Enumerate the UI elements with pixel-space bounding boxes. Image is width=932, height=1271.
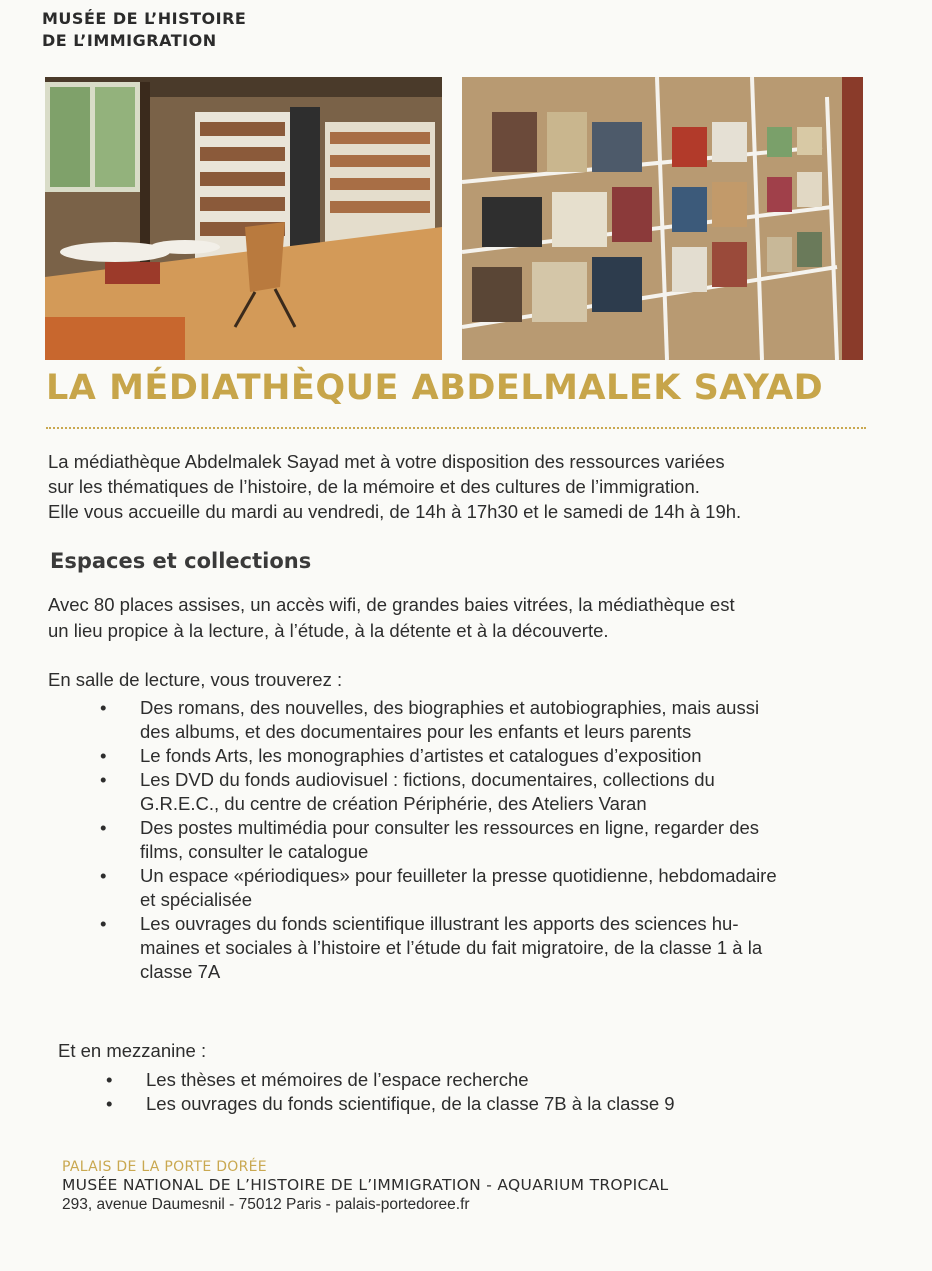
- list-item-line: Les DVD du fonds audiovisuel : fictions, documentaires, collections du: [140, 769, 715, 790]
- bullet: •: [100, 817, 107, 838]
- museum-header-line1: MUSÉE DE L’HISTOIRE: [42, 9, 247, 28]
- bullet: •: [100, 697, 107, 718]
- mezzanine-list: [106, 1068, 675, 1116]
- list-item: [100, 768, 777, 816]
- intro-line-1: La médiathèque Abdelmalek Sayad met à votre disposition des ressources variées: [48, 451, 725, 472]
- bullet: •: [106, 1069, 113, 1090]
- list-item-line: Un espace «périodiques» pour feuilleter la presse quotidienne, hebdomadaire: [140, 865, 777, 886]
- list-item-line: Des postes multimédia pour consulter les ressources en ligne, regarder des: [140, 817, 760, 838]
- museum-header: [42, 8, 246, 52]
- footer-museum-name: MUSÉE NATIONAL DE L’HISTOIRE DE L’IMMIGRATION - AQUARIUM TROPICAL: [62, 1176, 669, 1194]
- list-item: [100, 696, 777, 744]
- list-item-line: et spécialisée: [140, 889, 253, 910]
- reading-room-photo: [45, 77, 442, 360]
- intro-line-2: sur les thématiques de l’histoire, de la mémoire et des cultures de l’immigration.: [48, 476, 700, 497]
- list-item-line: Les ouvrages du fonds scientifique, de la classe 7B à la classe 9: [146, 1093, 675, 1114]
- page-title: LA MÉDIATHÈQUE ABDELMALEK SAYAD: [46, 368, 824, 408]
- reading-room-intro: En salle de lecture, vous trouverez :: [48, 669, 343, 690]
- list-item-line: Les thèses et mémoires de l’espace recherche: [146, 1069, 529, 1090]
- list-item-line: maines et sociales à l’histoire et l’étude du fait migratoire, de la classe 1 à la: [140, 937, 763, 958]
- bullet: •: [100, 865, 107, 886]
- section-heading: Espaces et collections: [50, 549, 312, 573]
- bookshelves-photo: [462, 77, 863, 360]
- section-paragraph-line-2: un lieu propice à la lecture, à l’étude, à la détente et à la découverte.: [48, 620, 609, 641]
- reading-room-list: [100, 696, 777, 984]
- footer-address: 293, avenue Daumesnil - 75012 Paris - palais-portedoree.fr: [62, 1196, 470, 1213]
- bullet: •: [100, 745, 107, 766]
- reading-room-illustration: [45, 77, 442, 360]
- bullet: •: [100, 769, 107, 790]
- list-item: [100, 864, 777, 912]
- section-paragraph-line-1: Avec 80 places assises, un accès wifi, de grandes baies vitrées, la médiathèque est: [48, 594, 735, 615]
- list-item-line: films, consulter le catalogue: [140, 841, 369, 862]
- intro-line-3: Elle vous accueille du mardi au vendredi, de 14h à 17h30 et le samedi de 14h à 19h.: [48, 501, 742, 522]
- bullet: •: [100, 913, 107, 934]
- list-item-line: des albums, et des documentaires pour les enfants et leurs parents: [140, 721, 692, 742]
- mezzanine-intro: Et en mezzanine :: [58, 1040, 207, 1061]
- footer-palais: PALAIS DE LA PORTE DORÉE: [62, 1159, 267, 1175]
- list-item-line: classe 7A: [140, 961, 221, 982]
- list-item: [106, 1092, 675, 1116]
- list-item: [100, 816, 777, 864]
- list-item: [100, 744, 777, 768]
- museum-header-line2: DE L’IMMIGRATION: [42, 31, 217, 50]
- list-item-line: Des romans, des nouvelles, des biographies et autobiographies, mais aussi: [140, 697, 760, 718]
- list-item-line: G.R.E.C., du centre de création Périphérie, des Ateliers Varan: [140, 793, 647, 814]
- bullet: •: [106, 1093, 113, 1114]
- title-divider: [46, 427, 866, 429]
- list-item-line: Les ouvrages du fonds scientifique illustrant les apports des sciences hu-: [140, 913, 739, 934]
- list-item: [100, 912, 777, 984]
- list-item: [106, 1068, 675, 1092]
- list-item-line: Le fonds Arts, les monographies d’artistes et catalogues d’exposition: [140, 745, 702, 766]
- bookshelves-illustration: [462, 77, 863, 360]
